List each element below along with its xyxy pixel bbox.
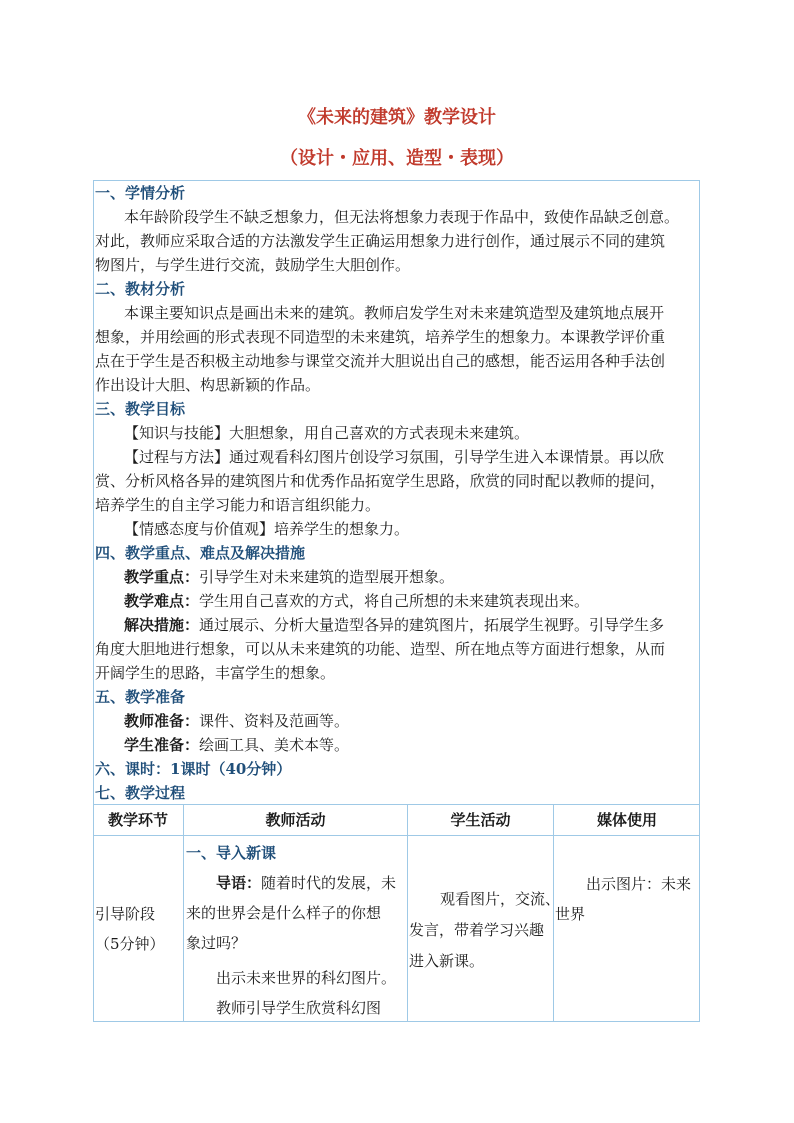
section-heading-4: 四、教学重点、难点及解决措施 xyxy=(95,544,306,562)
student-prep-line xyxy=(124,733,349,757)
section-3-line: 【过程与方法】通过观看科幻图片创设学习氛围，引导学生进入本课情景。再以欣 xyxy=(124,448,665,466)
difficulty-text: 学生用自己喜欢的方式，将自己所想的未来建筑表现出来。 xyxy=(199,592,590,610)
section-heading-5: 五、教学准备 xyxy=(95,688,186,706)
teacher-prep-text: 课件、资料及范画等。 xyxy=(199,712,350,730)
table-header-teacher: 教师活动 xyxy=(265,811,326,829)
difficulty-line xyxy=(124,589,589,613)
solution-line: 角度大胆地进行想象，可以从未来建筑的功能、造型、所在地点等方面进行想象，从而 xyxy=(95,640,666,658)
student-activity-line: 发言，带着学习兴趣 xyxy=(409,921,545,939)
media-line: 出示图片：未来 xyxy=(586,875,692,893)
table-top-border xyxy=(93,804,700,805)
section-heading-3: 三、教学目标 xyxy=(95,400,186,418)
key-point-text: 引导学生对未来建筑的造型展开想象。 xyxy=(199,568,455,586)
solution-line xyxy=(124,613,664,637)
section-3-line: 【情感态度与价值观】培养学生的想象力。 xyxy=(124,520,410,538)
stage-name: 引导阶段 xyxy=(95,905,156,923)
section-1-line: 对此，教师应采取合适的方法激发学生正确运用想象力进行创作，通过展示不同的建筑 xyxy=(95,232,666,250)
media-line: 世界 xyxy=(555,905,586,923)
document-title: 《未来的建筑》教学设计 xyxy=(298,107,496,128)
table-header-stage: 教学环节 xyxy=(107,811,168,829)
section-heading-2: 二、教材分析 xyxy=(95,280,186,298)
teacher-lead-label: 导语： xyxy=(216,874,262,892)
teacher-lead-text: 随着时代的发展，未 xyxy=(261,874,397,892)
table-header-student: 学生活动 xyxy=(450,811,511,829)
section-3-line: 【知识与技能】大胆想象，用自己喜欢的方式表现未来建筑。 xyxy=(124,424,530,442)
student-activity-line: 进入新课。 xyxy=(409,952,485,970)
teacher-lead xyxy=(216,871,396,895)
table-column-divider xyxy=(407,804,408,1022)
teacher-prep-label: 教师准备： xyxy=(124,712,200,730)
key-point-label: 教学重点： xyxy=(124,568,200,586)
section-heading-1: 一、学情分析 xyxy=(95,184,186,202)
document-subtitle: （设计・应用、造型・表现） xyxy=(280,148,514,169)
section-3-line: 赏、分析风格各异的建筑图片和优秀作品拓宽学生思路，欣赏的同时配以教师的提问， xyxy=(95,472,666,490)
table-header-media: 媒体使用 xyxy=(596,811,657,829)
section-heading-6: 六、课时：1课时（40分钟） xyxy=(95,760,292,778)
teacher-line: 教师引导学生欣赏科幻图 xyxy=(216,999,382,1017)
teacher-prep-line xyxy=(124,709,349,733)
solution-text: 通过展示、分析大量造型各异的建筑图片，拓展学生视野。引导学生多 xyxy=(199,616,665,634)
teacher-line: 来的世界会是什么样子的你想 xyxy=(186,904,382,922)
section-1-line: 本年龄阶段学生不缺乏想象力，但无法将想象力表现于作品中，致使作品缺乏创意。 xyxy=(124,208,680,226)
difficulty-label: 教学难点： xyxy=(124,592,200,610)
section-3-line: 培养学生的自主学习能力和语言组织能力。 xyxy=(95,496,381,514)
solution-line: 开阔学生的思路，丰富学生的想象。 xyxy=(95,664,336,682)
solution-label: 解决措施： xyxy=(124,616,200,634)
section-2-line: 本课主要知识点是画出未来的建筑。教师启发学生对未来建筑造型及建筑地点展开 xyxy=(124,304,665,322)
student-activity-line: 观看图片，交流、 xyxy=(440,890,561,908)
student-prep-label: 学生准备： xyxy=(124,736,200,754)
table-column-divider xyxy=(553,804,554,1022)
section-2-line: 想象，并用绘画的形式表现不同造型的未来建筑，培养学生的想象力。本课教学评价重 xyxy=(95,328,666,346)
key-point-line xyxy=(124,565,454,589)
teacher-line: 象过吗？ xyxy=(186,934,247,952)
section-heading-7: 七、教学过程 xyxy=(95,784,186,802)
teacher-line: 出示未来世界的科幻图片。 xyxy=(216,969,397,987)
section-2-line: 作出设计大胆、构思新颖的作品。 xyxy=(95,376,321,394)
student-prep-text: 绘画工具、美术本等。 xyxy=(199,736,350,754)
stage-duration: （5分钟） xyxy=(95,935,165,953)
section-2-line: 点在于学生是否积极主动地参与课堂交流并大胆说出自己的感想，能否运用各种手法创 xyxy=(95,352,666,370)
table-column-divider xyxy=(183,804,184,1022)
table-header-border xyxy=(93,835,700,836)
section-1-line: 物图片，与学生进行交流，鼓励学生大胆创作。 xyxy=(95,256,411,274)
teacher-subheading: 一、导入新课 xyxy=(186,844,277,862)
